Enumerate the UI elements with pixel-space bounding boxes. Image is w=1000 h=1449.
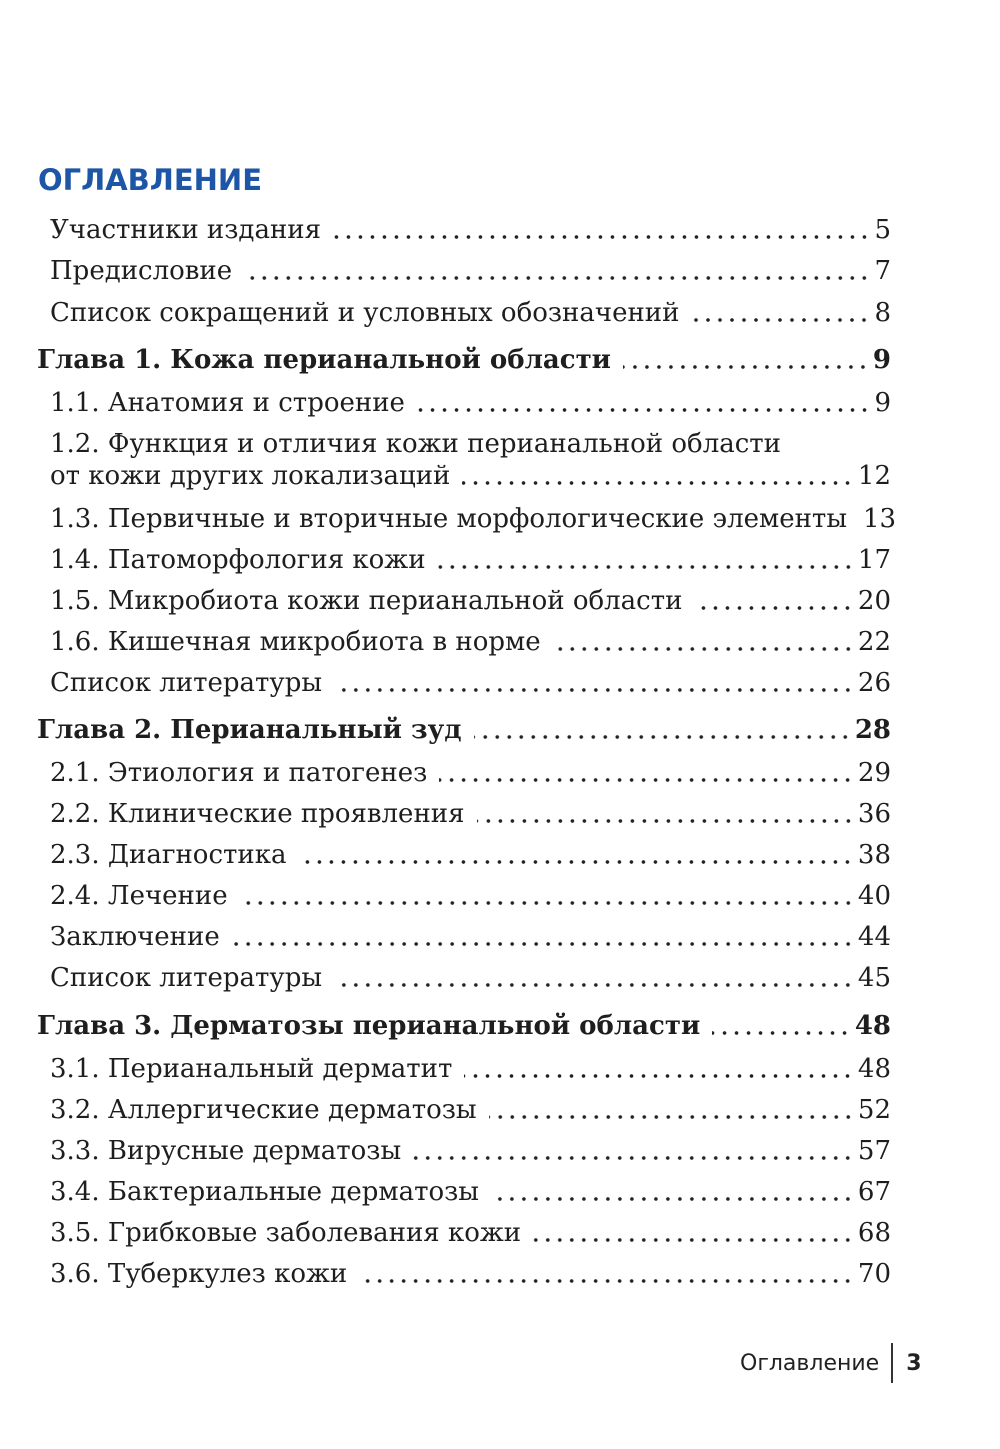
dot-leader — [623, 364, 869, 370]
toc-entry-label: 3.4. Бактериальные дерматозы — [50, 1177, 479, 1207]
dot-leader — [464, 1073, 854, 1079]
toc-entry-label: 3.5. Грибковые заболевания кожи — [50, 1218, 522, 1248]
toc-entry-page: 5 — [874, 215, 891, 245]
toc-entry-label: 1.2. Функция и отличия кожи перианальной области — [50, 429, 781, 459]
toc-entry — [50, 626, 891, 658]
toc-entry — [50, 544, 891, 576]
dot-leader — [712, 1030, 851, 1036]
toc-entry — [50, 255, 891, 287]
dot-leader — [334, 687, 854, 693]
footer-section-title: Оглавление — [740, 1350, 880, 1376]
toc-chapter — [37, 344, 891, 376]
dot-leader — [533, 1237, 854, 1243]
toc-entry-page: 36 — [857, 799, 891, 829]
toc-entry-page: 8 — [874, 298, 891, 328]
toc-chapter — [37, 1010, 891, 1042]
footer-divider — [891, 1343, 893, 1383]
toc-entry-label: Список сокращений и условных обозначений — [50, 298, 680, 328]
page-footer — [740, 1343, 922, 1383]
toc-entry — [50, 387, 891, 419]
toc-entry-label: Заключение — [50, 922, 220, 952]
toc-entry-page: 67 — [857, 1177, 891, 1207]
dot-leader — [438, 564, 854, 570]
dot-leader — [691, 317, 870, 323]
dot-leader — [553, 646, 854, 652]
toc-chapter-label: Глава 3. Дерматозы перианальной области — [37, 1011, 701, 1041]
toc-entry-label: 2.3. Диагностика — [50, 840, 287, 870]
toc-entry — [50, 880, 891, 912]
dot-leader — [439, 777, 854, 783]
toc-entry-label-cont: от кожи других локализаций — [50, 461, 451, 491]
toc-chapter-page: 9 — [872, 345, 891, 375]
toc-entry-page: 7 — [874, 256, 891, 286]
dot-leader — [359, 1278, 854, 1284]
toc-entry-page: 44 — [857, 922, 891, 952]
dot-leader — [474, 734, 851, 740]
toc-entry-page: 22 — [857, 627, 891, 657]
toc-entry-label: 3.6. Туберкулез кожи — [50, 1259, 348, 1289]
toc-entry — [50, 798, 891, 830]
dot-leader — [694, 605, 853, 611]
toc-entry-label: 1.1. Анатомия и строение — [50, 388, 405, 418]
toc-entry-page: 40 — [857, 881, 891, 911]
toc-entry — [50, 1176, 891, 1208]
toc-entry-label: 2.2. Клинические проявления — [50, 799, 465, 829]
toc-chapter — [37, 714, 891, 746]
toc-entry-label: 1.3. Первичные и вторичные морфологические элементы — [50, 504, 848, 534]
toc-entry — [50, 757, 891, 789]
toc-entry-label: 1.6. Кишечная микробиота в норме — [50, 627, 541, 657]
toc-entry — [50, 585, 891, 617]
dot-leader — [244, 275, 870, 281]
toc-entry-page: 45 — [857, 963, 891, 993]
toc-chapter-page: 28 — [854, 715, 891, 745]
toc-entry — [50, 214, 891, 246]
page-title: ОГЛАВЛЕНИЕ — [38, 163, 263, 197]
toc-entry-page: 12 — [857, 461, 891, 491]
toc-entry — [50, 297, 891, 329]
toc-entry-page: 20 — [857, 586, 891, 616]
toc-entry-page: 17 — [857, 545, 891, 575]
toc-entry — [50, 1053, 891, 1085]
dot-leader — [491, 1196, 854, 1202]
toc-entry — [50, 503, 897, 535]
toc-entry-continuation — [50, 460, 891, 492]
toc-entry — [50, 962, 891, 994]
toc-entry — [50, 839, 891, 871]
toc-entry-label: Участники издания — [50, 215, 322, 245]
dot-leader — [462, 480, 854, 486]
dot-leader — [417, 407, 871, 413]
toc-entry-page: 38 — [857, 840, 891, 870]
toc-entry — [50, 1217, 891, 1249]
dot-leader — [298, 859, 853, 865]
toc-chapter-label: Глава 1. Кожа перианальной области — [37, 345, 611, 375]
toc-entry-label: Предисловие — [50, 256, 233, 286]
dot-leader — [413, 1155, 854, 1161]
toc-entry-label: 3.2. Аллергические дерматозы — [50, 1095, 477, 1125]
toc-entry-label: 1.4. Патоморфология кожи — [50, 545, 426, 575]
toc-entry-page: 57 — [857, 1136, 891, 1166]
dot-leader — [489, 1114, 854, 1120]
toc-entry-label: 3.1. Перианальный дерматит — [50, 1054, 453, 1084]
toc-entry-page: 29 — [857, 758, 891, 788]
toc-entry — [50, 921, 891, 953]
dot-leader — [477, 818, 854, 824]
toc-entry-label: 2.4. Лечение — [50, 881, 228, 911]
toc-entry — [50, 667, 891, 699]
toc-entry-label: 3.3. Вирусные дерматозы — [50, 1136, 402, 1166]
toc-entry-page: 68 — [857, 1218, 891, 1248]
toc-chapter-label: Глава 2. Перианальный зуд — [37, 715, 462, 745]
toc-entry-label: 2.1. Этиология и патогенез — [50, 758, 428, 788]
toc-entry-page: 70 — [857, 1259, 891, 1289]
toc-entry — [50, 428, 891, 492]
toc-entry-label: Список литературы — [50, 963, 323, 993]
dot-leader — [240, 900, 854, 906]
dot-leader — [232, 941, 854, 947]
toc-entry-page: 52 — [857, 1095, 891, 1125]
dot-leader — [334, 982, 854, 988]
toc-entry — [50, 1094, 891, 1126]
toc-entry-page: 13 — [863, 504, 897, 534]
dot-leader — [333, 234, 870, 240]
toc-entry-label: 1.5. Микробиота кожи перианальной области — [50, 586, 683, 616]
toc-entry-label: Список литературы — [50, 668, 323, 698]
page-number: 3 — [906, 1350, 922, 1376]
toc-entry — [50, 1258, 891, 1290]
toc-entry-page: 9 — [874, 388, 891, 418]
toc-entry-page: 26 — [857, 668, 891, 698]
toc-entry — [50, 1135, 891, 1167]
toc-entry-page: 48 — [857, 1054, 891, 1084]
toc-chapter-page: 48 — [854, 1011, 891, 1041]
